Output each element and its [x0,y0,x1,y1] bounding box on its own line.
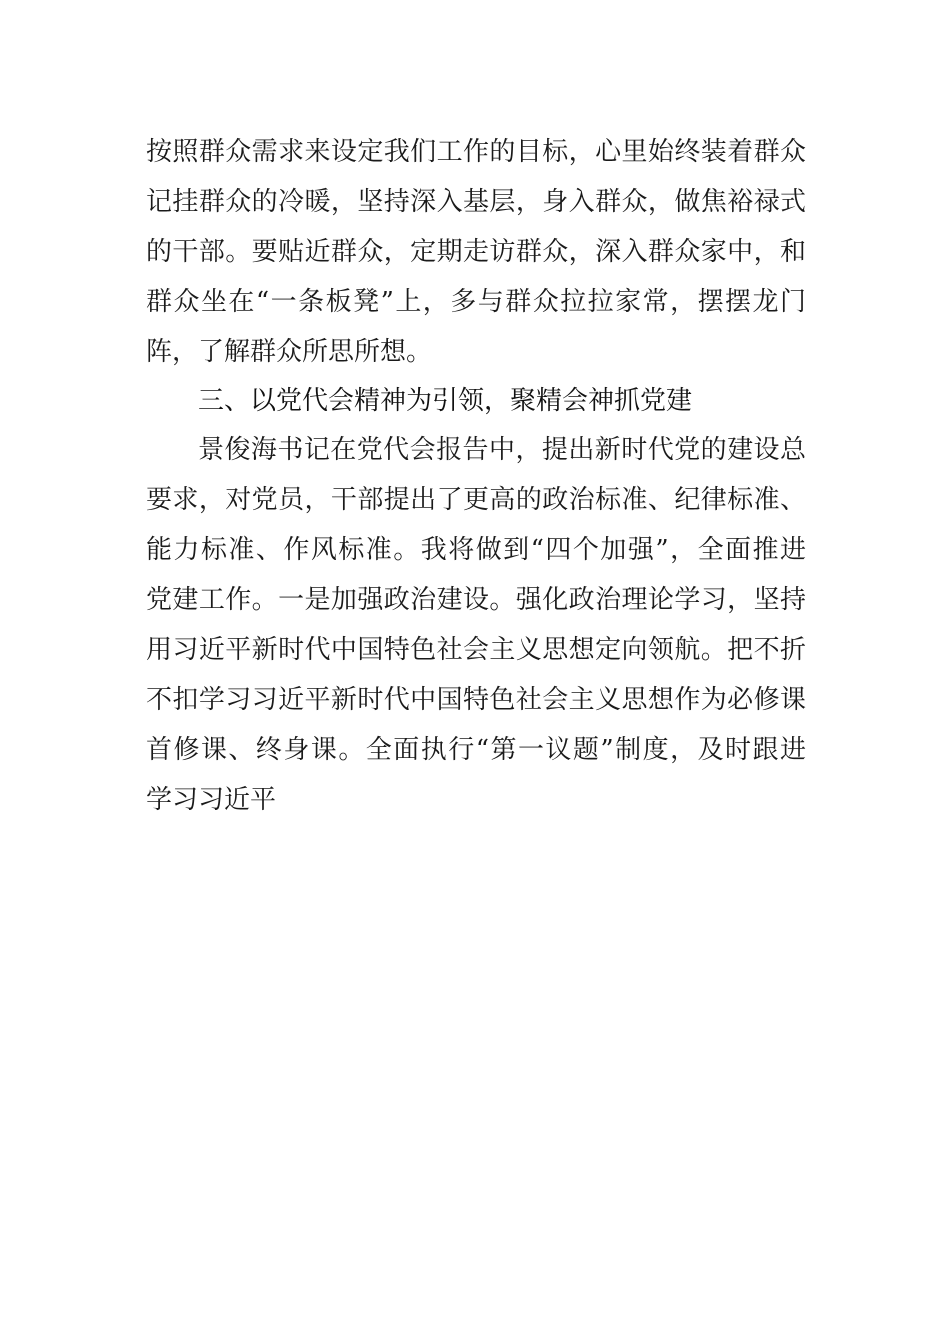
section-heading: 三、以党代会精神为引领，聚精会神抓党建 [198,386,693,416]
paragraph-1-line-2: 记挂群众的冷暖，坚持深入基层，身入群众，做焦裕禄式 [146,187,806,217]
paragraph-2-line-1: 景俊海书记在党代会报告中，提出新时代党的建设总 [198,435,806,465]
paragraph-2-line-6: 不扣学习习近平新时代中国特色社会主义思想作为必修课 [146,685,806,715]
paragraph-2-line-7: 首修课、终身课。全面执行“第一议题”制度，及时跟进 [146,735,806,765]
paragraph-1-line-5: 阵，了解群众所思所想。 [146,337,433,367]
paragraph-1-line-3: 的干部。要贴近群众，定期走访群众，深入群众家中，和 [146,237,806,267]
paragraph-2-line-8: 学习习近平 [146,785,277,815]
paragraph-1-line-1: 按照群众需求来设定我们工作的目标，心里始终装着群众 [146,137,806,167]
paragraph-2-line-3: 能力标准、作风标准。我将做到“四个加强”，全面推进 [146,535,806,565]
paragraph-2-line-2: 要求，对党员，干部提出了更高的政治标准、纪律标准、 [146,485,806,515]
paragraph-2-line-5: 用习近平新时代中国特色社会主义思想定向领航。把不折 [146,635,806,665]
paragraph-1-line-4: 群众坐在“一条板凳”上，多与群众拉拉家常，摆摆龙门 [146,287,806,317]
paragraph-2-line-4: 党建工作。一是加强政治建设。强化政治理论学习，坚持 [146,585,806,615]
